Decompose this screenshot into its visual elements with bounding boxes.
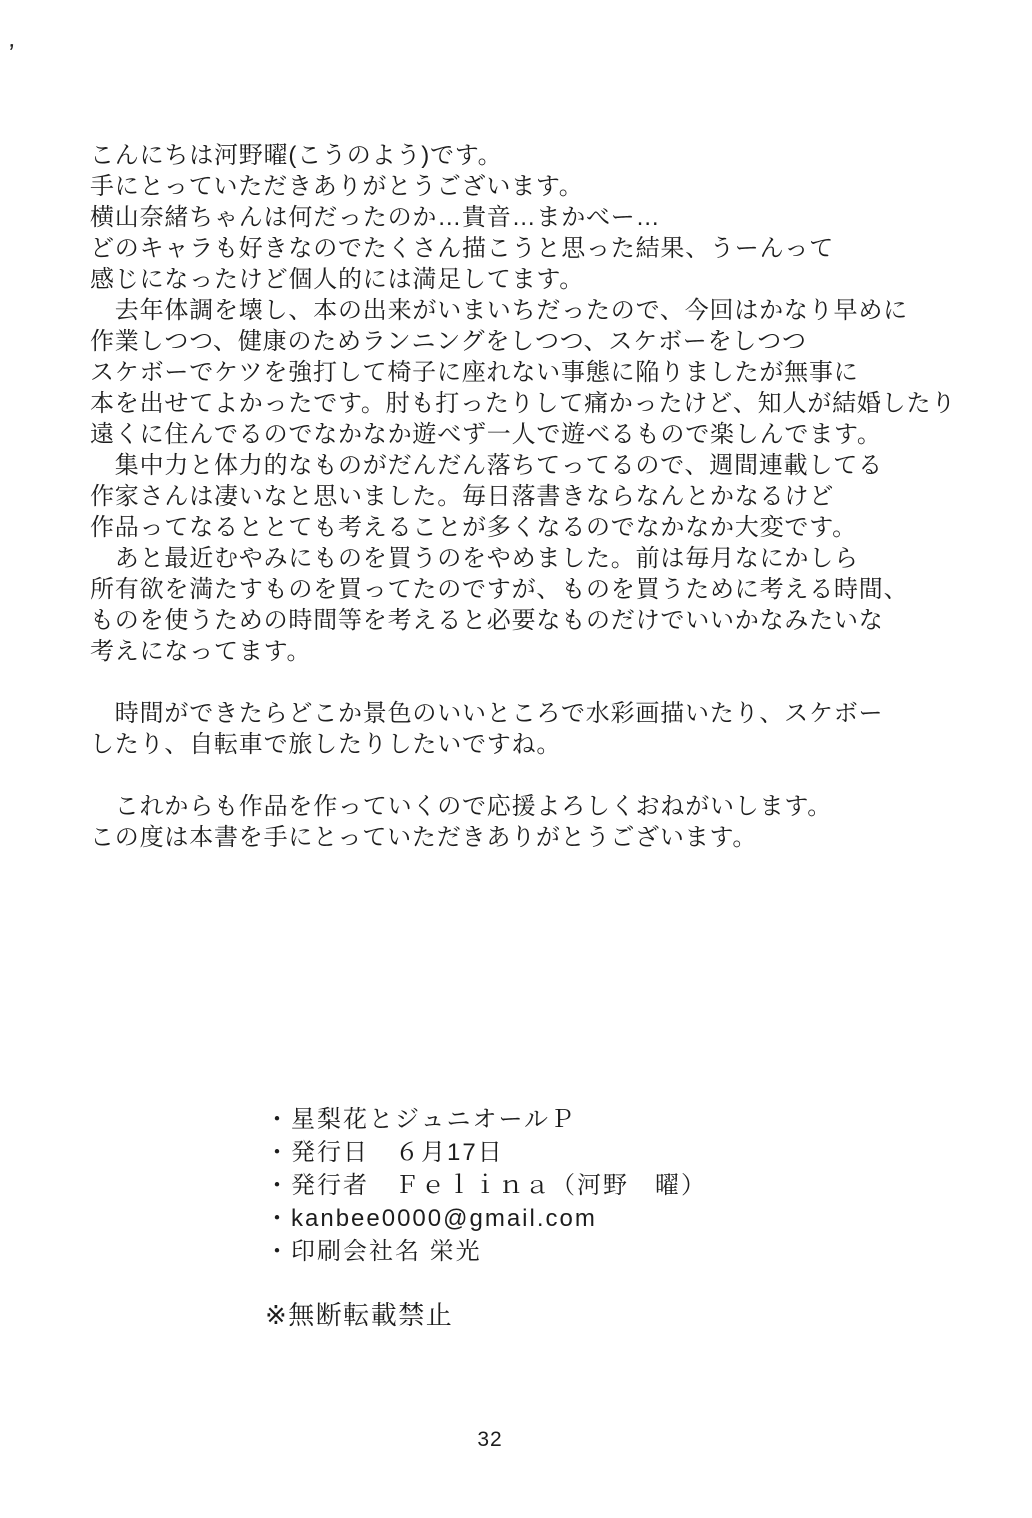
text-line: 集中力と体力的なものがだんだん落ちてってるので、週間連載してる [90,452,883,479]
text-line: ・印刷会社名 栄光 [265,1238,482,1265]
page-number: 32 [477,1428,503,1451]
scan-artifact-mark: ’ [6,37,16,69]
text-line: ・星梨花とジュニオールＰ [265,1106,577,1133]
text-line: 手にとっていただきありがとうございます。 [90,173,584,200]
text-line [90,760,1010,791]
text-line: ものを使うための時間等を考えると必要なものだけでいいかなみたいな [90,607,884,634]
colophon-publication-info [265,1103,865,1268]
text-line: したり、自転車で旅したりしたいですね。 [90,731,562,758]
text-line: 作家さんは凄いなと思いました。毎日落書きならなんとかなるけど [90,483,834,510]
text-line: 作業しつつ、健康のためランニングをしつつ、スケボーをしつつ [90,328,807,355]
text-line: 感じになったけど個人的には満足してます。 [90,266,585,293]
text-line: 時間ができたらどこか景色のいいところで水彩画描いたり、スケボー [90,700,884,727]
text-line: 遠くに住んでるのでなかなか遊べず一人で遊べるもので楽しんでます。 [90,421,882,448]
text-line: 去年体調を壊し、本の出来がいまいちだったので、今回はかなり早めに [90,297,908,324]
no-unauthorized-reproduction-note: ※無断転載禁止 [265,1300,454,1330]
text-line: ・発行日 ６月17日 [265,1139,504,1166]
text-line: あと最近むやみにものを買うのをやめました。前は毎月なにかしら [90,545,859,572]
afterword-body-text [90,140,1010,853]
text-line: 所有欲を満たすものを買ってたのですが、ものを買うために考える時間、 [90,576,909,603]
text-line: これからも作品を作っていくので応援よろしくおねがいします。 [90,793,833,820]
text-line: スケボーでケツを強打して椅子に座れない事態に陥りましたが無事に [90,359,859,386]
text-line: どのキャラも好きなのでたくさん描こうと思った結果、うーんって [90,235,834,262]
text-line: 本を出せてよかったです。肘も打ったりして痛かったけど、知人が結婚したり [90,390,957,417]
text-line [90,667,1010,698]
text-line: こんにちは河野曜(こうのよう)です。 [90,142,503,169]
text-line: 横山奈緒ちゃんは何だったのか…貴音…まかべー… [90,204,661,231]
text-line: ・kanbee0000@gmail.com [265,1205,597,1232]
text-line: 考えになってます。 [90,638,312,665]
text-line: この度は本書を手にとっていただきありがとうございます。 [90,824,758,851]
text-line: ・発行者 Ｆｅｌｉｎａ（河野 曜） [265,1172,707,1199]
text-line: 作品ってなるととても考えることが多くなるのでなかなか大変です。 [90,514,857,541]
